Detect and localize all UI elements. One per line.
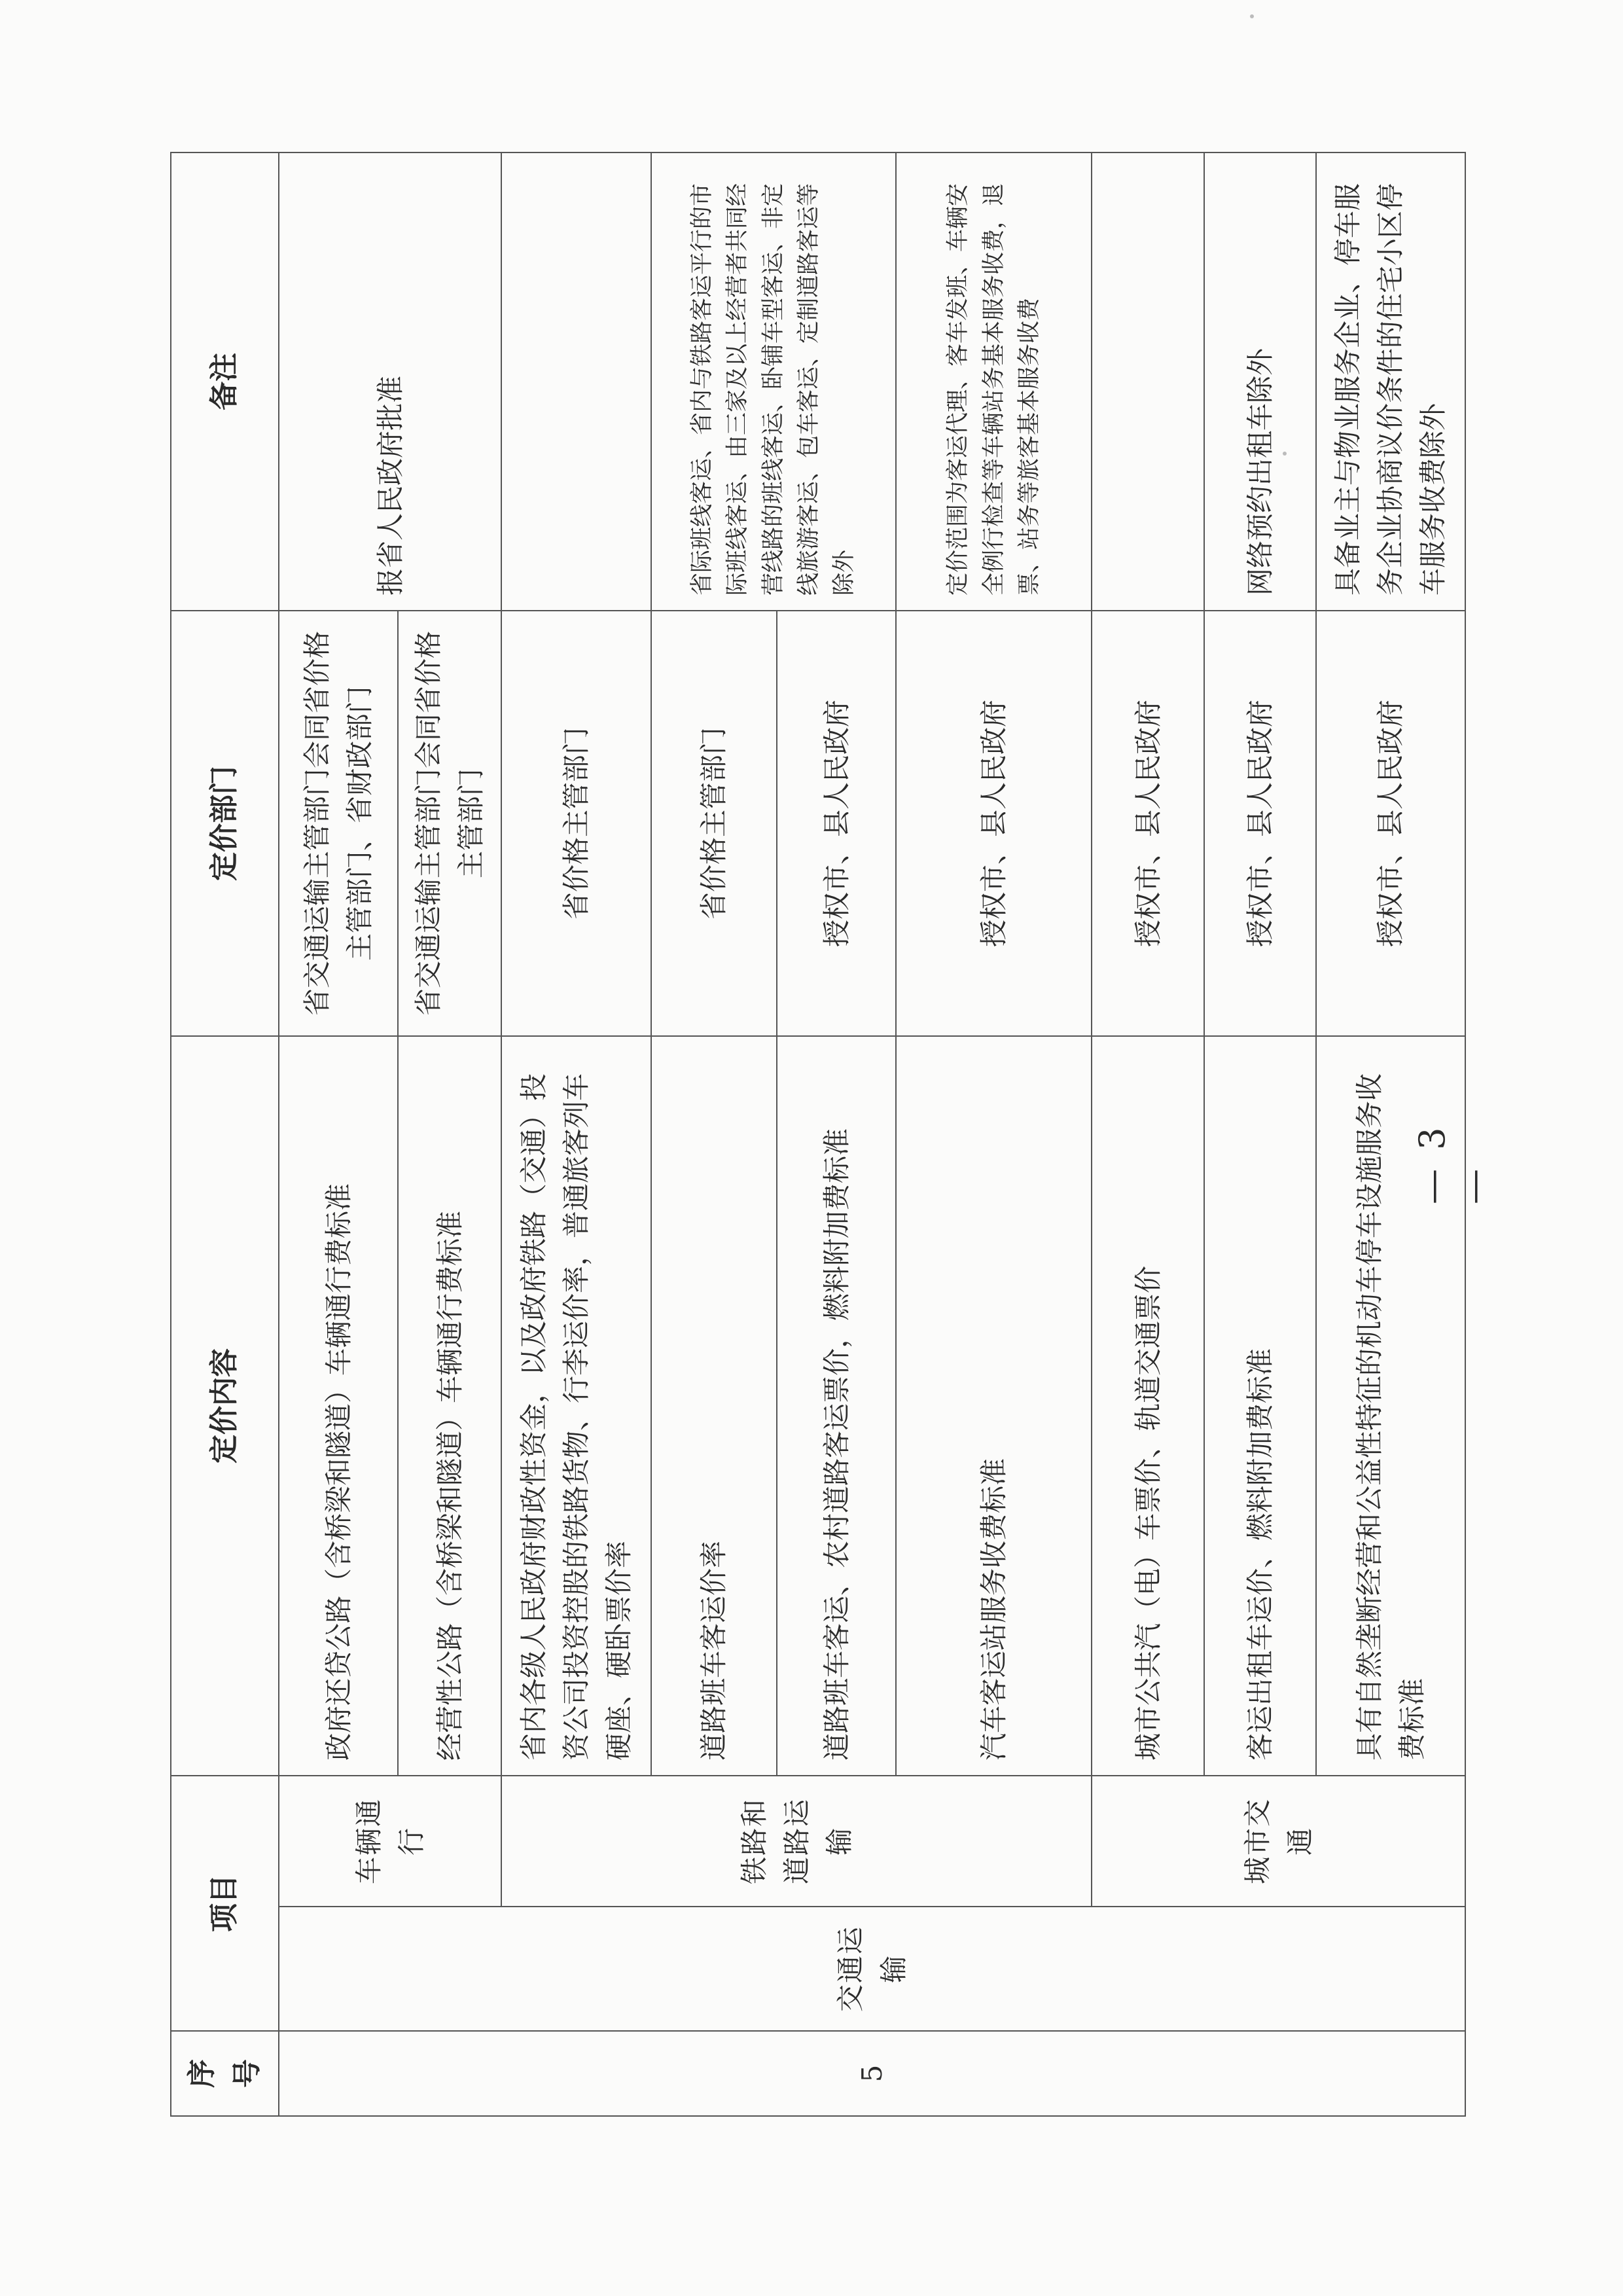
row1-remark: 报省人民政府批准 — [279, 152, 501, 611]
row8-remark: 网络预约出租车除外 — [1204, 152, 1316, 611]
row9-remark: 具备业主与物业服务企业、停车服务企业协商议价条件的住宅小区停车服务收费除外 — [1316, 152, 1465, 611]
table-row — [279, 152, 398, 2116]
row6-content: 汽车客运站服务收费标准 — [896, 1036, 1092, 1776]
row3-remark — [501, 152, 651, 611]
header-department: 定价部门 — [171, 611, 279, 1036]
row2-department: 省交通运输主管部门会同省价格主管部门 — [398, 611, 502, 1036]
scan-speck — [1250, 14, 1254, 18]
table-row — [501, 152, 651, 2116]
row9-department: 授权市、县人民政府 — [1316, 611, 1465, 1036]
row5-content: 道路班车客运、农村道路客运票价，燃料附加费标准 — [777, 1036, 896, 1776]
table-header-row — [171, 152, 279, 2116]
group-rail-road: 铁路和道路运输 — [501, 1776, 1092, 1907]
row3-department: 省价格主管部门 — [501, 611, 651, 1036]
pricing-table — [170, 152, 1466, 2117]
row8-department: 授权市、县人民政府 — [1204, 611, 1316, 1036]
header-project: 项目 — [171, 1776, 279, 2031]
serial-number: 5 — [279, 2031, 1465, 2116]
row6-department: 授权市、县人民政府 — [896, 611, 1092, 1036]
row4-content: 道路班车客运价率 — [651, 1036, 777, 1776]
row5-department: 授权市、县人民政府 — [777, 611, 896, 1036]
scan-speck — [1283, 452, 1287, 456]
row8-content: 客运出租车运价、燃料附加费标准 — [1204, 1036, 1316, 1776]
header-content: 定价内容 — [171, 1036, 279, 1776]
row7-content: 城市公共汽（电）车票价、轨道交通票价 — [1092, 1036, 1204, 1776]
row6-remark: 定价范围为客运代理、客车发班、车辆安全例行检查等车辆站务基本服务收费，退票、站务等旅客基本服务收费 — [896, 152, 1092, 611]
page-number: — 3 — — [1412, 1123, 1494, 1204]
group-urban-transit: 城市交通 — [1092, 1776, 1465, 1907]
header-serial: 序号 — [171, 2031, 279, 2116]
table-row — [1092, 152, 1204, 2116]
category-label: 交通运输 — [279, 1907, 1465, 2031]
row3-content: 省内各级人民政府财政性资金，以及政府铁路（交通）投资公司投资控股的铁路货物、行李运价率，普通旅客列车硬座、硬卧票价率 — [501, 1036, 651, 1776]
row4-remark: 省际班线客运、省内与铁路客运平行的市际班线客运、由三家及以上经营者共同经营线路的班线客运、卧铺车型客运、非定线旅游客运、包车客运、定制道路客运等除外 — [651, 152, 896, 611]
row4-department: 省价格主管部门 — [651, 611, 777, 1036]
row7-remark — [1092, 152, 1204, 611]
row2-content: 经营性公路（含桥梁和隧道）车辆通行费标准 — [398, 1036, 502, 1776]
row9-content: 具有自然垄断经营和公益性特征的机动车停车设施服务收费标准 — [1316, 1036, 1465, 1776]
row7-department: 授权市、县人民政府 — [1092, 611, 1204, 1036]
header-remark: 备注 — [171, 152, 279, 611]
rotated-page-content — [170, 153, 1466, 2117]
row1-content: 政府还贷公路（含桥梁和隧道）车辆通行费标准 — [279, 1036, 398, 1776]
group-vehicle-passage: 车辆通行 — [279, 1776, 501, 1907]
row1-department: 省交通运输主管部门会同省价格主管部门、省财政部门 — [279, 611, 398, 1036]
